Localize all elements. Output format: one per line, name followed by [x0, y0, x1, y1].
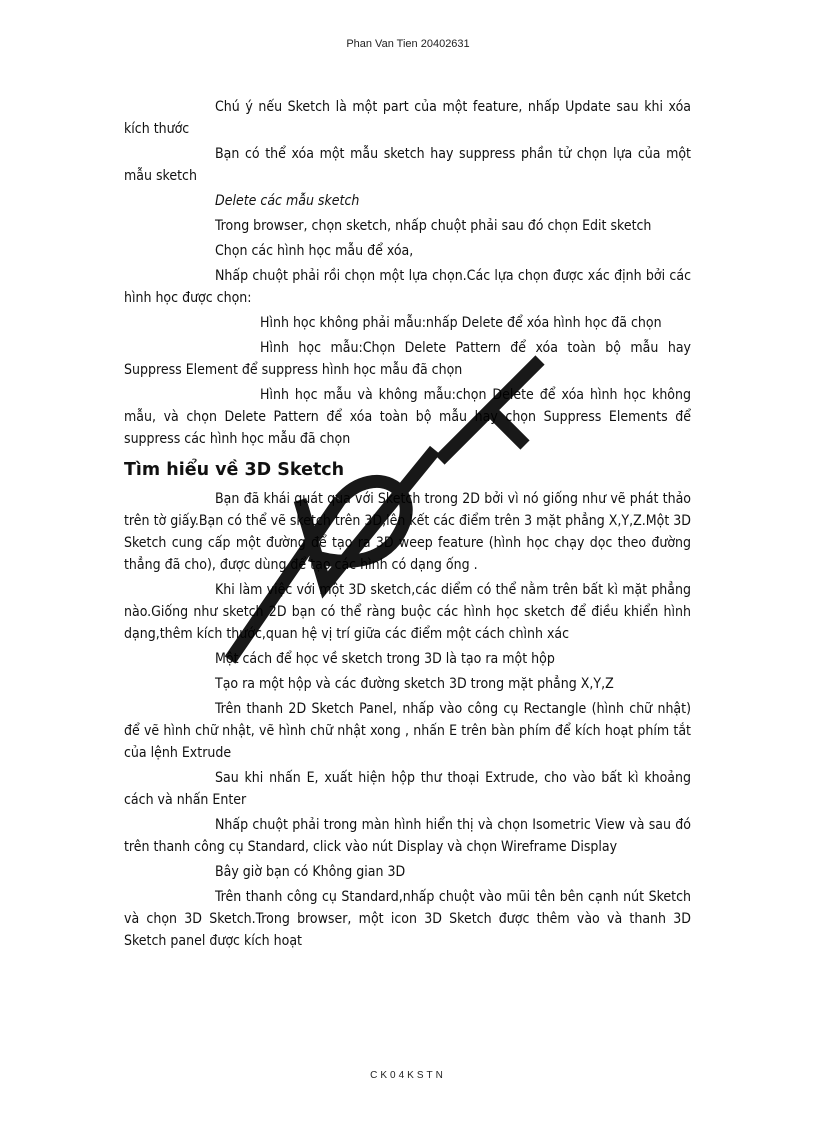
- option-item: Hình học không phải mẫu:nhấp Delete để xóa hình học đã chọn: [260, 315, 662, 331]
- page-footer: CK04KSTN: [370, 1070, 446, 1081]
- paragraph: Sau khi nhấn E, xuất hiện hộp thư thoại Extrude, cho vào bất kì khoảng cách và nhấn Enter: [124, 770, 691, 808]
- paragraph: Nhấp chuột phải trong màn hình hiển thị và chọn Isometric View và sau đó trên thanh công cụ Standard, click vào nút Display và chọn Wireframe Display: [124, 817, 691, 855]
- option-item: Hình học mẫu:Chọn Delete Pattern để xóa toàn bộ mẫu hay Suppress Element để suppress hình học mẫu đã chọn: [124, 340, 691, 378]
- page-header: Phan Van Tien 20402631: [346, 38, 470, 50]
- paragraph: Một cách để học về sketch trong 3D là tạo ra một hộp: [215, 651, 555, 667]
- option-item: Hình học mẫu và không mẫu:chọn Delete để xóa hình học không mẫu, và chọn Delete Pattern để xóa toàn bộ mẫu hay chọn Suppress Elements để suppress các hình học mẫu đã chọn: [124, 387, 691, 447]
- paragraph: Tạo ra một hộp và các đường sketch 3D trong mặt phẳng X,Y,Z: [215, 676, 614, 692]
- section-title: Tìm hiểu về 3D Sketch: [124, 460, 345, 480]
- paragraph: Trên thanh 2D Sketch Panel, nhấp vào công cụ Rectangle (hình chữ nhật) để vẽ hình chữ nhật, vẽ hình chữ nhật xong , nhấn E trên bàn phím để kích hoạt phím tắt của lệnh Extrude: [124, 701, 691, 761]
- paragraph: Khi làm việc với một 3D sketch,các diểm có thể nằm trên bất kì mặt phẳng nào.Giống như sketch 2D bạn có thể ràng buộc các hình học sketch để điều khiển hình dạng,thêm kích thước,quan hệ vị trí giữa các điểm một cách chình xác: [124, 582, 691, 642]
- paragraph: Bạn đã khái quát qua với Sketch trong 2D bởi vì nó giống như vẽ phát thảo trên tờ giấy.Bạn có thể vẽ sketch trên 3D,lên kết các điểm trên 3 mặt phẳng X,Y,Z.Một 3D Sketch cung cấp một đường để tạo ra 3D weep feature (hình học chạy dọc theo đường thẳng đã cho), được dùng để tạo các hình có dạng ống .: [124, 491, 691, 573]
- paragraph: Bạn có thể xóa một mẫu sketch hay suppress phần tử chọn lựa của một mẫu sketch: [124, 146, 691, 184]
- paragraph: Chú ý nếu Sketch là một part của một feature, nhấp Update sau khi xóa kích thước: [124, 99, 691, 137]
- document-body: [124, 96, 691, 955]
- paragraph: Chọn các hình học mẫu để xóa,: [215, 243, 414, 259]
- delete-heading: Delete các mẫu sketch: [215, 193, 360, 209]
- paragraph: Trong browser, chọn sketch, nhấp chuột phải sau đó chọn Edit sketch: [215, 218, 652, 234]
- paragraph: Trên thanh công cụ Standard,nhấp chuột vào mũi tên bên cạnh nút Sketch và chọn 3D Sketch.Trong browser, một icon 3D Sketch được thêm vào và thanh 3D Sketch panel được kích hoạt: [124, 889, 691, 949]
- paragraph: Nhấp chuột phải rồi chọn một lựa chọn.Các lựa chọn được xác định bởi các hình học được chọn:: [124, 268, 691, 306]
- paragraph: Bây giờ bạn có Không gian 3D: [215, 864, 406, 880]
